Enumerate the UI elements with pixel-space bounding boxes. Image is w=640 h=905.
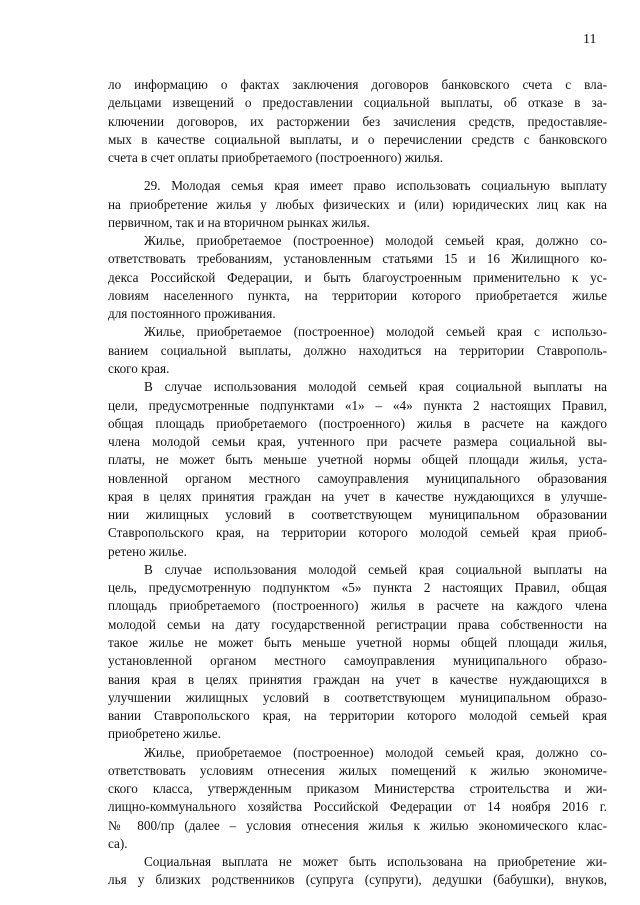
text-line: № 800/пр (далее – условия отнесения жилья к жилью экономического клас- (108, 817, 607, 833)
text-line: для постоянного проживания. (108, 306, 276, 322)
text-line: ского класса, утвержденным приказом Министерства строительства и жи- (108, 781, 607, 797)
text-line: члена молодой семьи края, учтенного при расчете размера социальной вы- (108, 434, 607, 450)
text-line: края в целях принятия граждан на учет в качестве нуждающихся в улучше- (108, 488, 607, 504)
text-line: ского края. (108, 360, 170, 376)
paragraph-gap (108, 167, 607, 177)
text-line: новленной органом местного самоуправления муниципального образования (108, 470, 607, 486)
text-line: ловиям населенного пункта, на территории которого приобретается жилье (108, 287, 607, 303)
text-line: Ставропольского края, на территории которого молодой семьей края приоб- (108, 525, 607, 541)
text-line: са). (108, 835, 128, 851)
text-line: Жилье, приобретаемое (построенное) молодой семьей края с использо- (144, 324, 607, 340)
text-line: молодой семьи на дату государственной регистрации права собственности на (108, 616, 607, 632)
text-line: вания края в целях принятия граждан на учет в качестве нуждающихся в (108, 671, 607, 687)
text-line: дельцами извещений о предоставлении социальной выплаты, об отказе в за- (108, 95, 607, 111)
paragraph-area-subpoint-5 (108, 561, 607, 744)
text-line: ответствовать условиям отнесения жилых помещений к жилью экономиче- (108, 762, 607, 778)
paragraph-clause-29 (108, 177, 607, 232)
text-line: улучшении жилищных условий в соответствующем муниципальном образо- (108, 689, 607, 705)
text-line: цель, предусмотренную подпунктом «5» пункта 2 настоящих Правил, общая (108, 580, 607, 596)
text-line: Жилье, приобретаемое (построенное) молодой семьей края, должно со- (144, 744, 607, 760)
text-line: вании Ставропольского края, на территории которого молодой семьей края (108, 708, 607, 724)
paragraph-housing-location (108, 323, 607, 378)
text-line: В случае использования молодой семьей края социальной выплаты на (144, 379, 607, 395)
text-line: ванием социальной выплаты, должно находиться на территории Ставрополь- (108, 342, 607, 358)
text-line: ответствовать требованиям, установленным статьями 15 и 16 Жилищного ко- (108, 251, 607, 267)
text-line: лья у близких родственников (супруга (супруги), дедушки (бабушки), внуков, (108, 872, 607, 888)
text-line: нии жилищных условий в соответствующем муниципальном образовании (108, 507, 607, 523)
paragraph-area-subpoints-1-4 (108, 378, 607, 561)
paragraph-relatives-restriction (108, 853, 607, 890)
text-line: ретено жилье. (108, 543, 187, 559)
text-line: Социальная выплата не может быть использована на приобретение жи- (144, 854, 607, 870)
text-line: ло информацию о фактах заключения договоров банковского счета с вла- (108, 77, 607, 92)
text-line: Жилье, приобретаемое (построенное) молодой семьей края, должно со- (144, 233, 607, 249)
text-line: на приобретение жилья у любых физических и (или) юридических лиц как на (108, 196, 607, 212)
text-line: первичном, так и на вторичном рынках жилья. (108, 214, 370, 230)
page-number: 11 (583, 32, 597, 47)
text-line: цели, предусмотренные подпунктами «1» – «4» пункта 2 настоящих Правил, (108, 397, 607, 413)
text-line: такое жилье не может быть меньше учетной нормы общей площади жилья, (108, 634, 607, 650)
text-line: мых в качестве социальной выплаты, и о перечислении средств с банковского (108, 131, 607, 147)
text-line: платы, не может быть меньше учетной нормы общей площади жилья, уста- (108, 452, 607, 468)
document-body (108, 76, 607, 890)
text-line: ключении договоров, их расторжении без зачисления средств, предоставляе- (108, 113, 607, 129)
text-line: счета в счет оплаты приобретаемого (построенного) жилья. (108, 150, 444, 166)
text-line: площадь приобретаемого (построенного) жилья в расчете на каждого члена (108, 598, 607, 614)
text-line: установленной органом местного самоуправления муниципального образо- (108, 653, 607, 669)
text-line: декса Российской Федерации, и быть благоустроенным применительно к ус- (108, 269, 607, 285)
text-line: лищно-коммунального хозяйства Российской Федерации от 14 ноября 2016 г. (108, 799, 607, 815)
text-line: приобретено жилье. (108, 726, 221, 742)
paragraph-economy-class (108, 744, 607, 854)
paragraph-continuation (108, 76, 607, 167)
text-line: В случае использования молодой семьей края социальной выплаты на (144, 561, 607, 577)
text-line: 29. Молодая семья края имеет право использовать социальную выплату (144, 178, 607, 194)
text-line: общая площадь приобретаемого (построенного) жилья в расчете на каждого (108, 415, 607, 431)
paragraph-housing-requirements (108, 232, 607, 323)
